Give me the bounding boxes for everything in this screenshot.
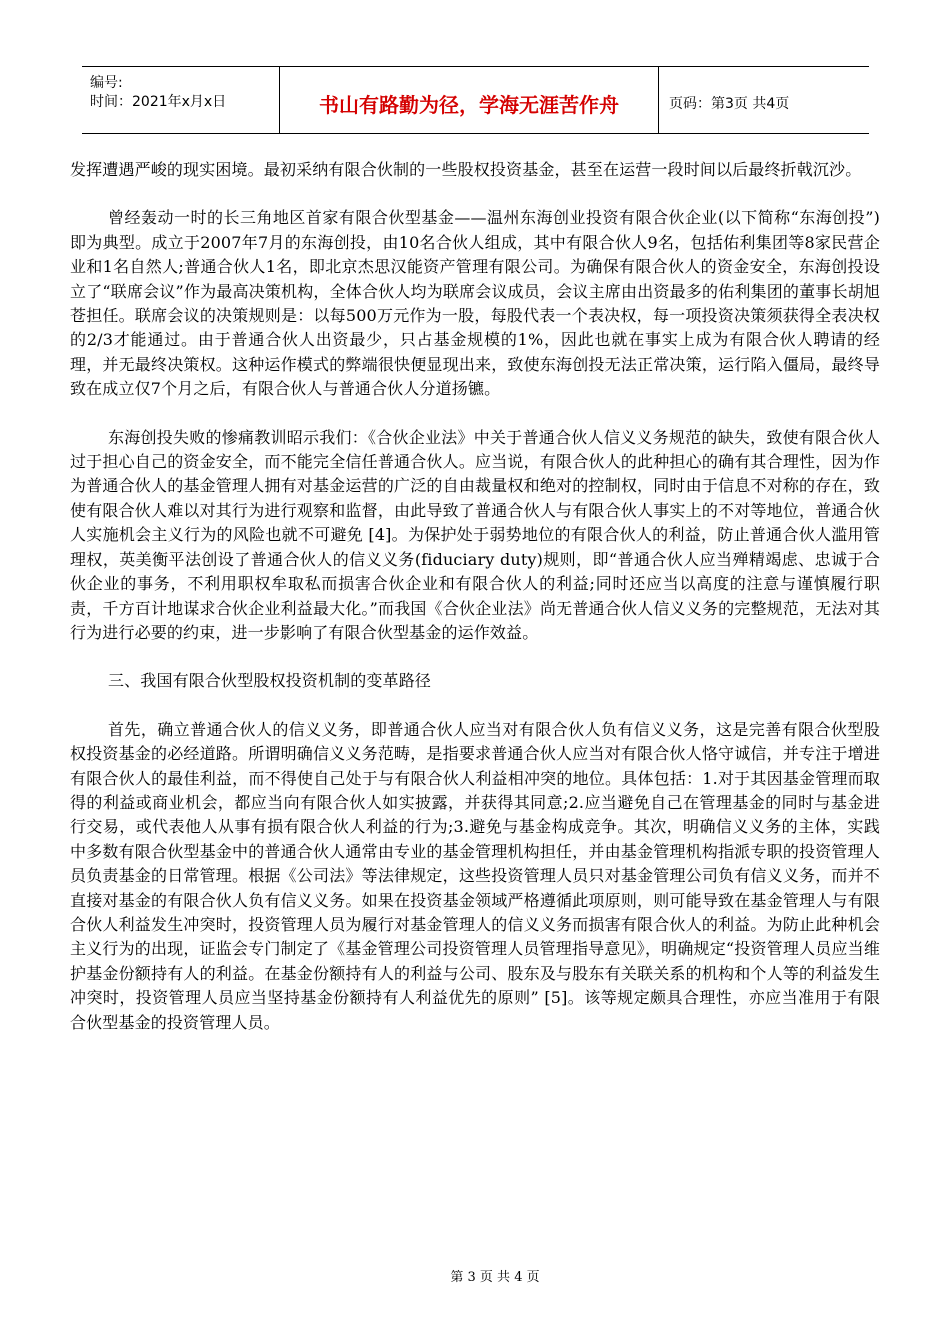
paragraph: 东海创投失败的惨痛教训昭示我们：《合伙企业法》中关于普通合伙人信义义务规范的缺失，致使有限合伙人过于担心自己的资金安全，而不能完全信任普通合伙人。应当说，有限合伙人的此种担心的确有其合理性，因为作为普通合伙人的基金管理人拥有对基金运营的广泛的自由裁量权和绝对的控制权，同时由于信息不对称的存在，致使有限合伙人难以对其行为进行观察和监督，由此导致了普通合伙人与有限合伙人事实上的不对等地位，普通合伙人实施机会主义行为的风险也就不可避免 [4]。为保护处于弱势地位的有限合伙人的利益，防止普通合伙人滥用管理权，英美衡平法创设了普通合伙人的信义义务(fiduciary duty)规则，即“普通合伙人应当殚精竭虑、忠诚于合伙企业的事务，不利用职权牟取私而损害合伙企业和有限合伙人的利益;同时还应当以高度的注意与谨慎履行职责，千方百计地谋求合伙企业利益最大化。”而我国《合伙企业法》尚无普通合伙人信义义务的完整规范，无法对其行为进行必要的约束，进一步影响了有限合伙型基金的运作效益。	[70, 427, 880, 642]
document-number-label: 编号:	[90, 75, 123, 91]
section-heading: 三、我国有限合伙型股权投资机制的变革路径	[108, 671, 432, 691]
header-page-info: 页码：第3页 共4页	[669, 96, 790, 112]
header-meta	[82, 67, 279, 133]
page-header	[82, 66, 869, 134]
paragraph: 首先，确立普通合伙人的信义义务，即普通合伙人应当对有限合伙人负有信义义务，这是完善有限合伙型股权投资基金的必经道路。所谓明确信义义务范畴，是指要求普通合伙人应当对有限合伙人恪守诚信，并专注于增进有限合伙人的最佳利益，而不得使自己处于与有限合伙人利益相冲突的地位。具体包括：1.对于其因基金管理而取得的利益或商业机会，都应当向有限合伙人如实披露，并获得其同意;2.应当避免自己在管理基金的同时与基金进行交易，或代表他人从事有损有限合伙人利益的行为;3.避免与基金构成竞争。其次，明确信义义务的主体，实践中多数有限合伙型基金中的普通合伙人通常由专业的基金管理机构担任，并由基金管理机构指派专职的投资管理人员负责基金的日常管理。根据《公司法》等法律规定，这些投资管理人员只对基金管理公司负有信义义务，而并不直接对基金的有限合伙人负有信义义务。如果在投资基金领域严格遵循此项原则，则可能导致在基金管理人与有限合伙人利益发生冲突时，投资管理人员为履行对基金管理人的信义义务而损害有限合伙人的利益。为防止此种机会主义行为的出现，证监会专门制定了《基金管理公司投资管理人员管理指导意见》，明确规定“投资管理人员应当维护基金份额持有人的利益。在基金份额持有人的利益与公司、股东及与股东有关联关系的机构和个人等的利益发生冲突时，投资管理人员应当坚持基金份额持有人利益优先的原则” [5]。该等规定颇具合理性，亦应当准用于有限合伙型基金的投资管理人员。	[70, 719, 880, 1032]
paragraph: 发挥遭遇严峻的现实困境。最初采纳有限合伙制的一些股权投资基金，甚至在运营一段时间以后最终折戟沉沙。	[70, 160, 862, 179]
document-time-label: 时间：2021年x月x日	[90, 94, 227, 110]
paragraph: 曾经轰动一时的长三角地区首家有限合伙型基金——温州东海创业投资有限合伙企业(以下简称“东海创投”)即为典型。成立于2007年7月的东海创投，由10名合伙人组成，其中有限合伙人9名，包括佑利集团等8家民营企业和1名自然人;普通合伙人1名，即北京杰思汉能资产管理有限公司。为确保有限合伙人的资金安全，东海创投设立了“联席会议”作为最高决策机构，全体合伙人均为联席会议成员，会议主席由出资最多的佑利集团的董事长胡旭苍担任。联席会议的决策规则是：以每500万元作为一股，每股代表一个表决权，每一项投资决策须获得全表决权的2/3才能通过。由于普通合伙人出资最少，只占基金规模的1%，因此也就在事实上成为有限合伙人聘请的经理，并无最终决策权。这种运作模式的弊端很快便显现出来，致使东海创投无法正常决策，运行陷入僵局，最终导致在成立仅7个月之后，有限合伙人与普通合伙人分道扬镳。	[70, 208, 880, 399]
header-motto: 书山有路勤为径，学海无涯苦作舟	[279, 67, 659, 133]
document-body	[70, 158, 880, 1059]
page-footer: 第 3 页 共 4 页	[450, 1270, 540, 1285]
